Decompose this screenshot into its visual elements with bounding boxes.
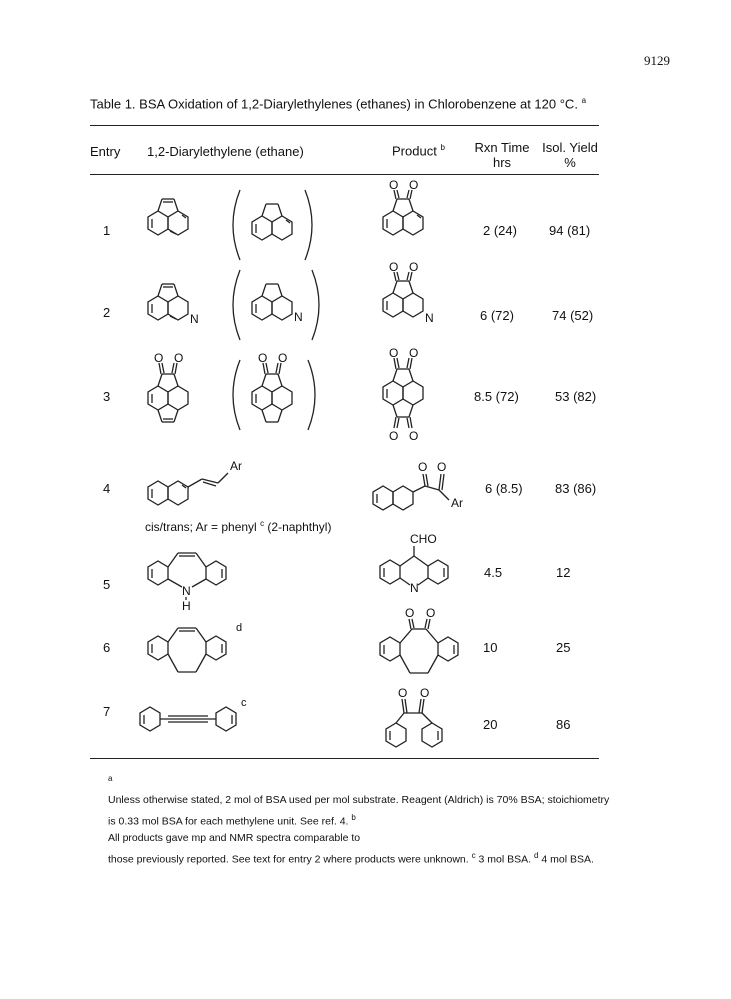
- row4-product-structure: [365, 455, 475, 515]
- caption-footnote-mark: a: [581, 96, 587, 105]
- footnote-b-mark: b: [351, 812, 356, 822]
- row4-time: 6 (8.5): [485, 481, 523, 496]
- footnote-line-2: [108, 809, 608, 848]
- row4-product-o2-label: O: [437, 460, 447, 474]
- row1-entry: 1: [103, 223, 111, 238]
- row4-substrate-structure: [140, 455, 250, 515]
- row2-product-o1-label: O: [389, 260, 399, 274]
- row1-yield: 94 (81): [549, 223, 591, 238]
- row3-product-o1-label: O: [389, 346, 399, 360]
- header-product-sup: b: [440, 143, 445, 152]
- footnote-a-mark: a: [108, 774, 113, 783]
- row2-product-o2-label: O: [409, 260, 419, 274]
- row5-time: 4.5: [484, 565, 503, 580]
- footnote-d-text: 4 mol BSA.: [541, 853, 594, 866]
- row1-substrate-acenaphthene-structure: [230, 185, 315, 265]
- row3-time: 8.5 (72): [474, 389, 519, 404]
- row3-product-structure: [375, 345, 450, 445]
- footnote-b-text2: those previously reported. See text for entry 2 where products were unknown.: [108, 853, 469, 866]
- header-substrate: 1,2-Diarylethylene (ethane): [147, 144, 304, 159]
- header-rxn-time: [470, 140, 534, 170]
- row7-product-o2-label: O: [420, 686, 430, 700]
- row4-product-o1-label: O: [418, 460, 428, 474]
- row2-substrate-alt-n-label: N: [294, 310, 303, 324]
- table-footnotes: [108, 770, 608, 869]
- row6-time: 10: [483, 640, 498, 655]
- row2-substrate-alt-structure: [230, 265, 325, 345]
- row5-product-structure: [370, 530, 470, 595]
- row2-yield: 74 (52): [552, 308, 594, 323]
- row6-substrate-structure: [140, 620, 243, 685]
- footnote-a-text2: is 0.33 mol BSA for each methylene unit. See ref. 4.: [108, 815, 349, 827]
- row7-substrate-sup-c: c: [241, 697, 247, 709]
- table-bottom-rule: [90, 758, 599, 759]
- row6-product-structure: [370, 605, 470, 685]
- table-caption: [90, 96, 586, 111]
- table-top-rule: [90, 125, 599, 126]
- row2-entry: 2: [103, 305, 111, 320]
- row1-product-o2-label: O: [409, 178, 419, 192]
- header-rxn-time-line2: hrs: [492, 155, 512, 170]
- entry4-note: [145, 519, 331, 534]
- row5-substrate-h-label: H: [182, 599, 191, 613]
- row6-entry: 6: [103, 640, 111, 655]
- footnote-line-1: [108, 770, 608, 809]
- header-entry: Entry: [90, 144, 121, 159]
- row4-yield: 83 (86): [555, 481, 597, 496]
- row2-substrate-n-label: N: [190, 312, 199, 326]
- row4-entry: 4: [103, 481, 111, 496]
- row3-product-o4-label: O: [409, 429, 419, 443]
- footnote-c-mark: c: [471, 851, 476, 860]
- footnote-d-mark: d: [534, 851, 539, 860]
- row3-substrate-alt-structure: [230, 350, 320, 440]
- row3-substrate-alt-o2-label: O: [278, 351, 288, 365]
- table-header-rule: [90, 174, 599, 175]
- row7-substrate-structure: [130, 695, 245, 740]
- header-isol-yield: [538, 140, 602, 170]
- row4-product-ar-label: Ar: [451, 496, 463, 510]
- header-product-text: Product: [392, 143, 437, 159]
- row6-product-o1-label: O: [405, 606, 415, 620]
- row7-product-o1-label: O: [398, 686, 408, 700]
- row3-substrate-o1-label: O: [154, 351, 164, 365]
- entry4-note-sup: c: [260, 519, 265, 528]
- row3-substrate-o2-label: O: [174, 351, 184, 365]
- header-isol-yield-line1: Isol. Yield: [542, 140, 598, 155]
- row1-product-structure: [375, 180, 445, 260]
- row1-product-o1-label: O: [389, 178, 399, 192]
- row3-substrate-alt-o1-label: O: [258, 351, 268, 365]
- footnote-b-text: All products gave mp and NMR spectra comparable to: [108, 832, 361, 844]
- header-rxn-time-line1: Rxn Time: [474, 140, 530, 155]
- row6-yield: 25: [556, 640, 571, 655]
- row3-yield: 53 (82): [555, 389, 597, 404]
- footnote-a-text1: Unless otherwise stated, 2 mol of BSA used per mol substrate. Reagent (Aldrich) is 70% BSA; stoichiometry: [108, 793, 610, 806]
- row3-substrate-structure: [140, 350, 215, 440]
- row3-entry: 3: [103, 389, 111, 404]
- row1-time: 2 (24): [483, 223, 517, 238]
- row7-time: 20: [483, 717, 498, 732]
- row5-product-cho-label: CHO: [410, 532, 437, 546]
- row7-yield: 86: [556, 717, 571, 732]
- caption-text: Table 1. BSA Oxidation of 1,2-Diarylethylenes (ethanes) in Chlorobenzene at 120 °C.: [90, 96, 578, 112]
- row6-substrate-sup-d: d: [236, 622, 243, 634]
- row2-product-structure: [375, 262, 455, 342]
- entry4-note-text: cis/trans; Ar = phenyl: [145, 520, 257, 534]
- row5-substrate-n-label: N: [182, 584, 191, 598]
- page-number: 9129: [644, 53, 670, 68]
- row7-entry: 7: [103, 704, 111, 719]
- row5-yield: 12: [556, 565, 571, 580]
- row7-product-structure: [370, 685, 470, 755]
- footnote-c-text: 3 mol BSA.: [478, 853, 532, 866]
- footnote-line-3: [108, 847, 608, 869]
- row2-product-n-label: N: [425, 311, 434, 325]
- header-isol-yield-line2: %: [564, 155, 576, 170]
- row5-substrate-structure: [140, 545, 240, 613]
- row6-product-o2-label: O: [426, 606, 436, 620]
- row5-entry: 5: [103, 577, 111, 592]
- row1-substrate-acenaphthylene-structure: [140, 190, 210, 260]
- row5-product-n-label: N: [410, 581, 419, 595]
- row4-substrate-ar-label: Ar: [230, 459, 242, 473]
- entry4-note-tail: (2-naphthyl): [267, 520, 332, 534]
- row2-substrate-structure: [140, 275, 220, 345]
- row2-time: 6 (72): [480, 308, 514, 323]
- row3-product-o3-label: O: [389, 429, 399, 443]
- row3-product-o2-label: O: [409, 346, 419, 360]
- header-product: [392, 140, 445, 158]
